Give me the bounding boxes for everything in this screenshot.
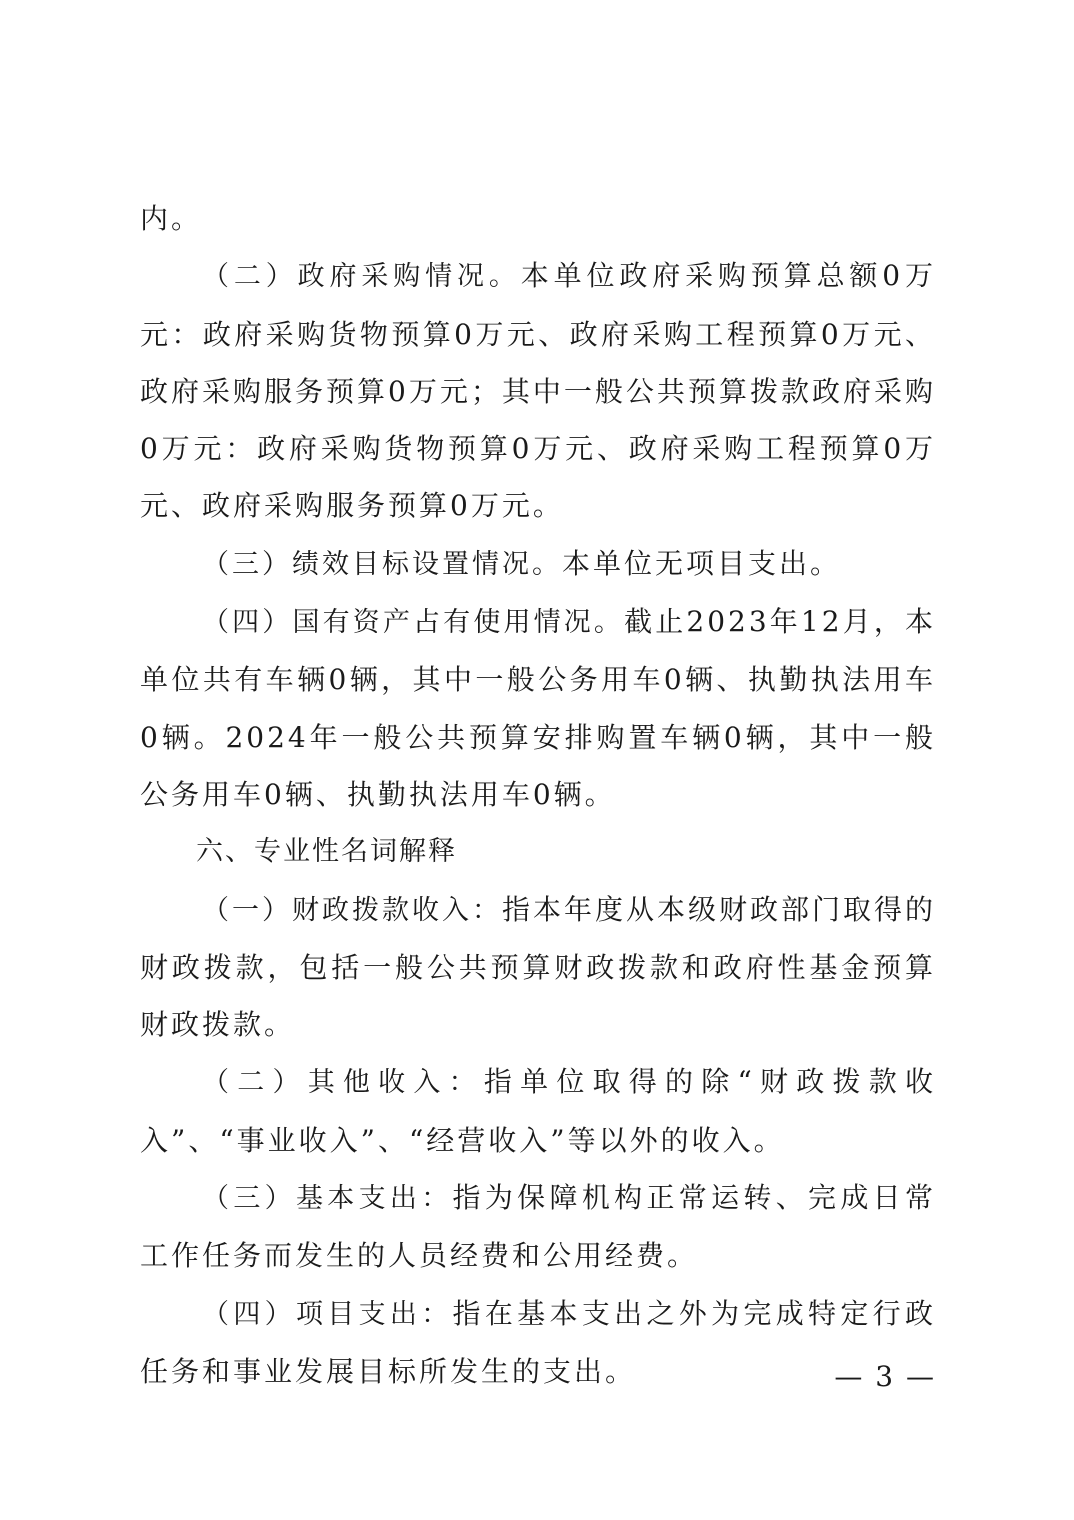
paragraph-lead: （三）绩效目标设置情况。 xyxy=(202,548,562,580)
page-number: — 3 — xyxy=(834,1360,936,1393)
paragraph-continuation xyxy=(140,190,936,247)
definition-basic-expenditure xyxy=(140,1169,936,1285)
definition-term: （二）其他收入： xyxy=(202,1067,484,1099)
paragraph-government-procurement xyxy=(140,247,936,534)
paragraph-body: 本单位政府采购预算总额0万元：政府采购货物预算0万元、政府采购工程预算0万元、政府采购服务预算0万元；其中一般公共预算拨款政府采购0万元：政府采购货物预算0万元、政府采购工程预算0万元、政府采购服务预算0万元。 xyxy=(140,259,936,523)
definition-term: （一）财政拨款收入： xyxy=(202,894,502,926)
definition-project-expenditure xyxy=(140,1285,936,1401)
definition-text: 指单位取得的除“财政拨款收入”、“事业收入”、“经营收入”等以外的收入。 xyxy=(140,1065,936,1157)
section-heading: 六、专业性名词解释 xyxy=(196,836,457,868)
definition-text: 指本年度从本级财政部门取得的财政拨款，包括一般公共预算财政拨款和政府性基金预算财政拨款。 xyxy=(140,892,937,1042)
paragraph-lead: （二）政府采购情况。 xyxy=(202,261,521,293)
paragraph-body: 本单位无项目支出。 xyxy=(562,546,842,580)
body-text xyxy=(140,190,936,1400)
definition-other-income xyxy=(140,1053,936,1169)
definition-text: 指在基本支出之外为完成特定行政任务和事业发展目标所发生的支出。 xyxy=(140,1296,936,1388)
paragraph-state-assets xyxy=(140,593,936,823)
paragraph-body: 截止2023年12月，本单位共有车辆0辆，其中一般公务用车0辆、执勤执法用车0辆。2024年一般公共预算安排购置车辆0辆，其中一般公务用车0辆、执勤执法用车0辆。 xyxy=(140,605,937,811)
paragraph-lead: （四）国有资产占有使用情况。 xyxy=(202,607,625,639)
definition-text: 指为保障机构正常运转、完成日常工作任务而发生的人员经费和公用经费。 xyxy=(140,1181,936,1273)
definition-term: （三）基本支出： xyxy=(202,1183,453,1215)
paragraph-body: 内。 xyxy=(140,202,203,235)
definition-term: （四）项目支出： xyxy=(202,1298,453,1330)
paragraph-performance-targets xyxy=(140,535,936,593)
definition-fiscal-appropriation-income xyxy=(140,881,936,1054)
